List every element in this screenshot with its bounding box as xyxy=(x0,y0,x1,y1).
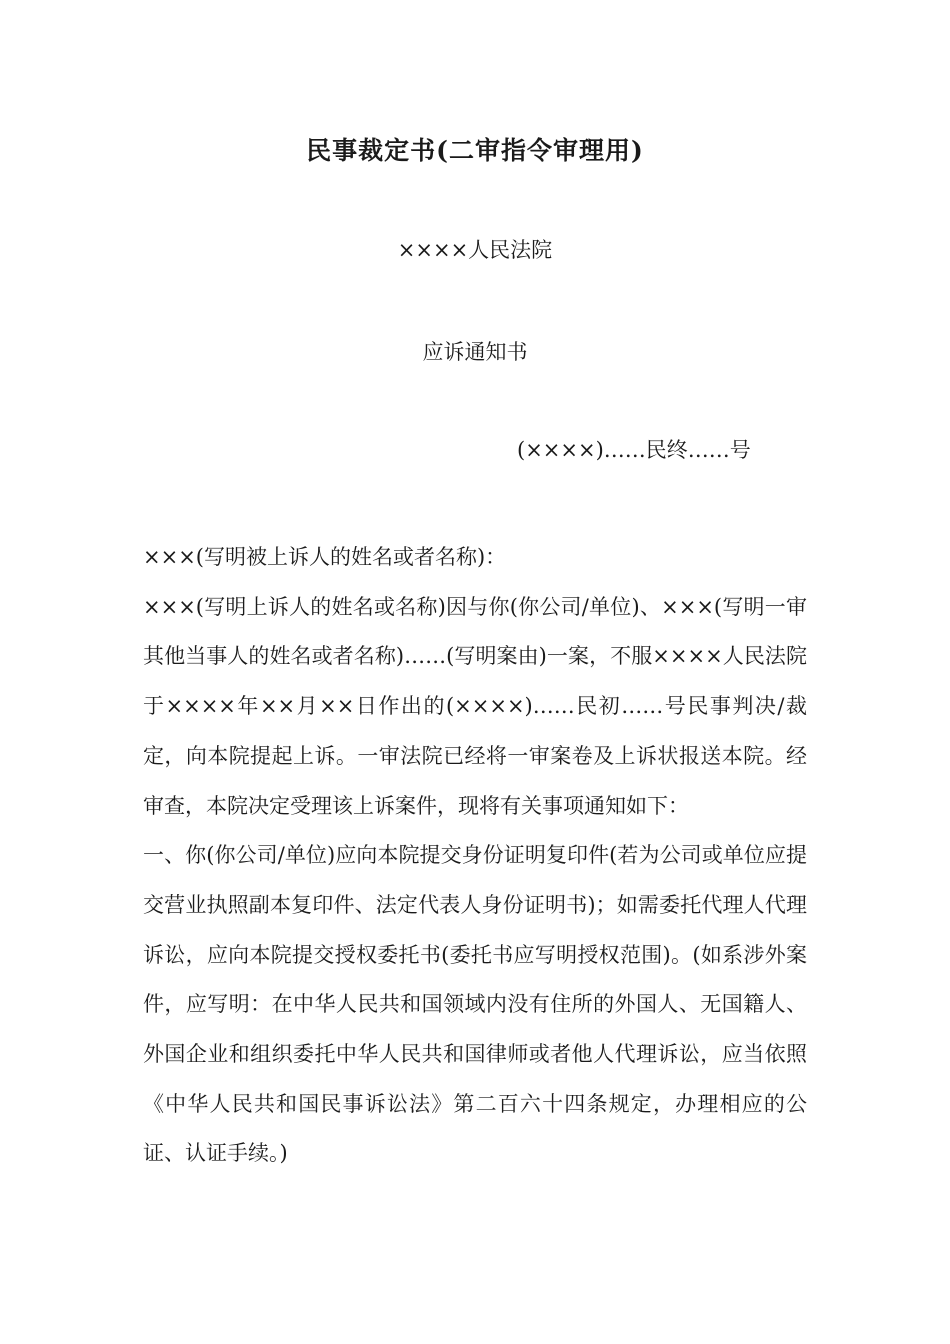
case-number: (××××)……民终……号 xyxy=(517,438,751,462)
court-name: ××××人民法院 xyxy=(397,238,553,262)
notice-title: 应诉通知书 xyxy=(422,340,528,364)
document-title: 民事裁定书(二审指令审理用) xyxy=(306,136,644,165)
paragraph-item-one: 一、你(你公司/单位)应向本院提交身份证明复印件(若为公司或单位应提交营业执照副本复印件、法定代表人身份证明书)；如需委托代理人代理诉讼，应向本院提交授权委托书(委托书应写明授权范围)。(如系涉外案件，应写明：在中华人民共和国领域内没有住所的外国人、无国籍人、外国企业和组织委托中华人民共和国律师或者他人代理诉讼，应当依照《中华人民共和国民事诉讼法》第二百六十四条规定，办理相应的公证、认证手续。) xyxy=(143,843,807,1166)
paragraph-case-intro: ×××(写明上诉人的姓名或名称)因与你(你公司/单位)、×××(写明一审其他当事人的姓名或者名称)……(写明案由)一案，不服××××人民法院于××××年××月××日作出的(××××)……民初……号民事判决/裁定，向本院提起上诉。一审法院已经将一审案卷及上诉状报送本院。经审查，本院决定受理该上诉案件，现将有关事项通知如下： xyxy=(143,594,807,818)
document-body xyxy=(143,533,807,1179)
salutation: ×××(写明被上诉人的姓名或者名称)： xyxy=(143,545,507,569)
